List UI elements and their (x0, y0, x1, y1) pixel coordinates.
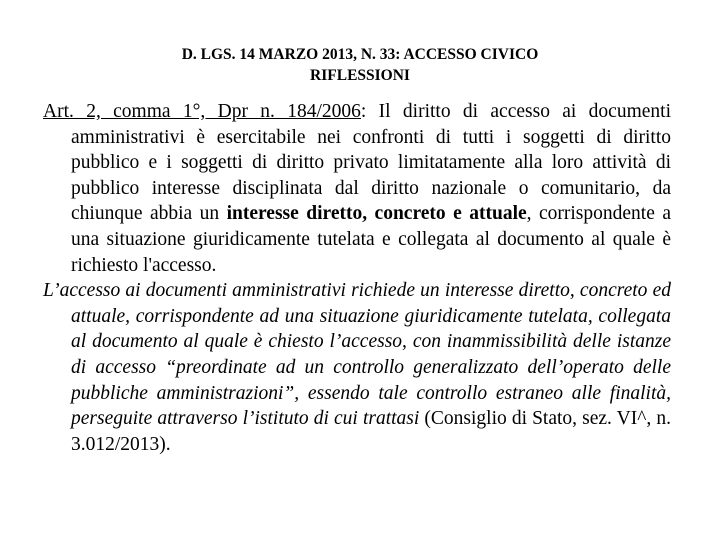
paragraph-law-article (43, 99, 671, 278)
article-text: : Il diritto di accesso ai documenti amministrativi è esercitabile nei confronti di tutti i soggetti di diritto pubblico e i soggetti di diritto privato limitatamente alla loro attività di pubblico interesse disciplinata dal diritto nazionale o comunitario, da chiunque abbia un (71, 101, 671, 225)
title-line-2: RIFLESSIONI (310, 67, 410, 84)
court-citation: (Consiglio di Stato, sez. VI^, n. 3.012/2013). (71, 408, 671, 455)
paragraph-jurisprudence (43, 278, 671, 457)
article-text-end: , corrispondente a una situazione giuridicamente tutelata e collegata al documento al quale è richiesto l'accesso. (71, 203, 671, 276)
law-reference: Art. 2, comma 1°, Dpr n. 184/2006 (43, 101, 361, 122)
slide-body (43, 99, 671, 457)
title-line-1: D. LGS. 14 MARZO 2013, N. 33: ACCESSO CIVICO (181, 46, 539, 63)
jurisprudence-quote: L’accesso ai documenti amministrativi richiede un interesse diretto, concreto ed attuale, corrispondente ad una situazione giuridicamente tutelata, collegata al documento al quale è chiesto l’accesso, con inammissibilità delle istanze di accesso “preordinate ad un controllo generalizzato dell’operato delle pubbliche amministrazioni”, essendo tale controllo estraneo alle finalità, perseguite attraverso l’istituto di cui trattasi (43, 280, 671, 430)
emphasized-interest: interesse diretto, concreto e attuale (226, 203, 527, 225)
slide-title (0, 44, 720, 86)
